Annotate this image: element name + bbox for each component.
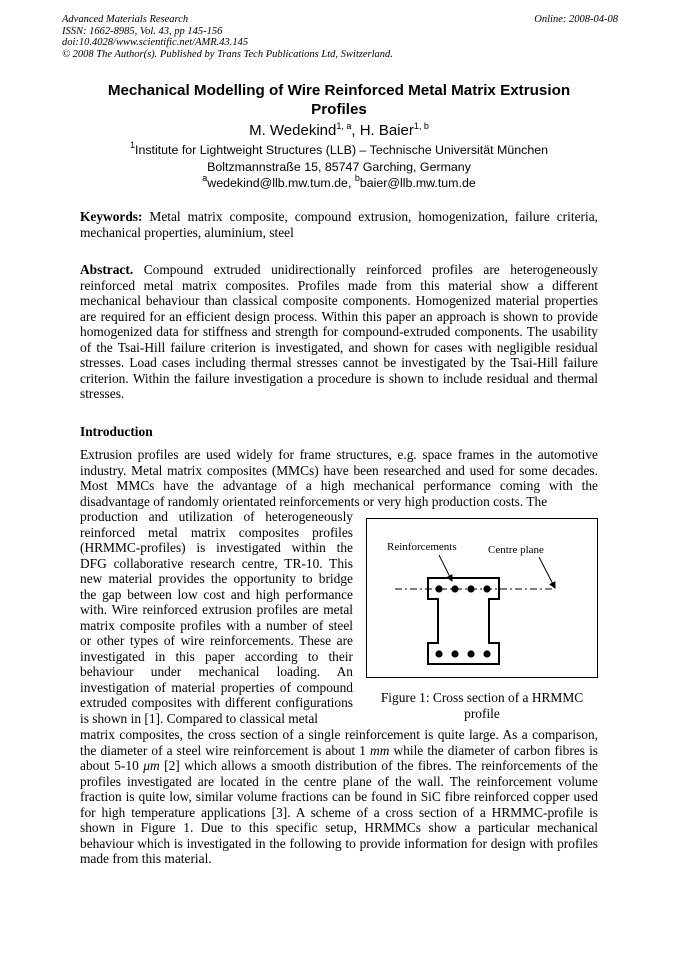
introduction-paragraph-wrap: production and utilization of heterogeneously reinforced metal matrix composites profiles (HRMMC-profiles) is investigated within the DFG collaborative research centre, TR-10. This new material provides the opportunity to bridge the gap between low cost and high performance with. Wire reinforced extrusion profiles are metal matrix composite profiles with a number of steel or other types of wire reinforcements. These are investigated in this paper according to their behaviour under mechanical loading. An investigation of material properties of compound extruded composites with different configurations is shown in [1]. Compared to classical metal bbox=[80, 509, 353, 726]
wire-reinforcement bbox=[451, 650, 458, 657]
unit-mm: mm bbox=[370, 742, 390, 758]
affiliation-address: Boltzmannstraße 15, 85747 Garching, Germany bbox=[207, 159, 471, 174]
wire-reinforcement bbox=[467, 650, 474, 657]
bottom-flange-wires bbox=[435, 650, 490, 657]
abstract-paragraph bbox=[80, 262, 598, 402]
issn-line: ISSN: 1662-8985, Vol. 43, pp 145-156 bbox=[62, 25, 223, 37]
doi-line: doi:10.4028/www.scientific.net/AMR.43.145 bbox=[62, 37, 249, 49]
institute-name: Institute for Lightweight Structures (LLB) – Technische Universität München bbox=[135, 143, 548, 157]
abstract-text: Compound extruded unidirectionally reinforced profiles are heterogeneously reinforced metal matrix composites. Profiles made from this material show a different mechanical behaviour than classical composite components. Homogenized material properties are required for an efficient design process. Within this paper an approach is shown to provide homogenized data for stiffness and strength for compound-extruded components. The usability of the Tsai-Hill failure criterion is investigated, and shown for cases with negligible residual stresses. Load cases including thermal stresses cannot be investigated by the Tsai-Hill failure criterion. Within the failure investigation a procedure is shown to include residual and thermal stresses. bbox=[80, 262, 598, 401]
centre-plane-arrow bbox=[539, 557, 555, 588]
email-a: wedekind@llb.mw.tum.de, bbox=[207, 176, 355, 190]
wire-reinforcement bbox=[435, 585, 442, 592]
journal-name: Advanced Materials Research bbox=[62, 14, 189, 25]
author-separator: , bbox=[351, 122, 360, 139]
affiliation-emails bbox=[80, 175, 598, 192]
wire-reinforcement bbox=[483, 650, 490, 657]
figure-1 bbox=[366, 518, 598, 678]
affiliation-institute bbox=[80, 142, 598, 159]
author-name: H. Baier bbox=[359, 122, 414, 139]
author-superscript: 1, a bbox=[336, 121, 352, 131]
wire-reinforcement bbox=[451, 585, 458, 592]
copyright-line: © 2008 The Author(s). Published by Trans Tech Publications Ltd, Switzerland. bbox=[62, 48, 393, 60]
online-date: Online: 2008-04-08 bbox=[534, 14, 618, 25]
wire-reinforcement bbox=[467, 585, 474, 592]
unit-micrometre: μm bbox=[143, 758, 160, 773]
keywords-paragraph bbox=[80, 209, 598, 240]
body-text: [2] which allows a smooth distribution of the fibres. The reinforcements of the profiles investigated are located in the centre plane of the wall. The reinforcement volume fraction is quite low, similar volume fractions can be found in SiC fibre reinforced copper used for high temperature applications [3]. A scheme of a cross section of a HRMMC-profile is shown in Figure 1. Due to this specific setup, HRMMCs show a particular mechanical behaviour which is investigated in the following to provide information for design with profiles made from this material. bbox=[80, 758, 598, 866]
introduction-paragraph-2 bbox=[80, 727, 598, 867]
keywords-label: Keywords: bbox=[80, 209, 143, 224]
author-list bbox=[80, 122, 598, 140]
author-name: M. Wedekind bbox=[249, 122, 337, 139]
abstract-label: Abstract. bbox=[80, 262, 134, 277]
wire-reinforcement bbox=[435, 650, 442, 657]
email-superscript: a bbox=[202, 173, 208, 183]
hrmmc-cross-section-diagram bbox=[367, 519, 599, 679]
body-text: matrix composites, the cross section of a single reinforcement is quite large. As a comparison, the diameter of a steel wire reinforcement is about 1 bbox=[80, 727, 598, 758]
figure-1-caption: Figure 1: Cross section of a HRMMC profile bbox=[380, 690, 584, 721]
centre-plane-label: Centre plane bbox=[488, 544, 544, 556]
journal-header bbox=[62, 14, 618, 60]
body-text: while the diameter of carbon fibres is about 5-10 bbox=[80, 742, 599, 773]
reinforcements-label: Reinforcements bbox=[387, 541, 457, 553]
paper-title: Mechanical Modelling of Wire Reinforced Metal Matrix Extrusion Profiles bbox=[107, 82, 571, 118]
introduction-heading: Introduction bbox=[80, 424, 153, 439]
keywords-text: Metal matrix composite, compound extrusion, homogenization, failure criteria, mechanical properties, aluminium, steel bbox=[80, 209, 598, 240]
author-superscript: 1, b bbox=[413, 121, 429, 131]
wire-reinforcement bbox=[483, 585, 490, 592]
affiliation-superscript: 1 bbox=[129, 140, 135, 150]
affiliation bbox=[80, 142, 598, 192]
introduction-paragraph-1: Extrusion profiles are used widely for frame structures, e.g. space frames in the automotive industry. Metal matrix composites (MMCs) have been researched and used for some decades. Most MMCs have the advantage of a high mechanical performance coming with the disadvantage of randomly orientated reinforcements or very high production costs. The bbox=[80, 447, 598, 509]
email-b: baier@llb.mw.tum.de bbox=[359, 176, 476, 190]
email-superscript: b bbox=[354, 173, 360, 183]
